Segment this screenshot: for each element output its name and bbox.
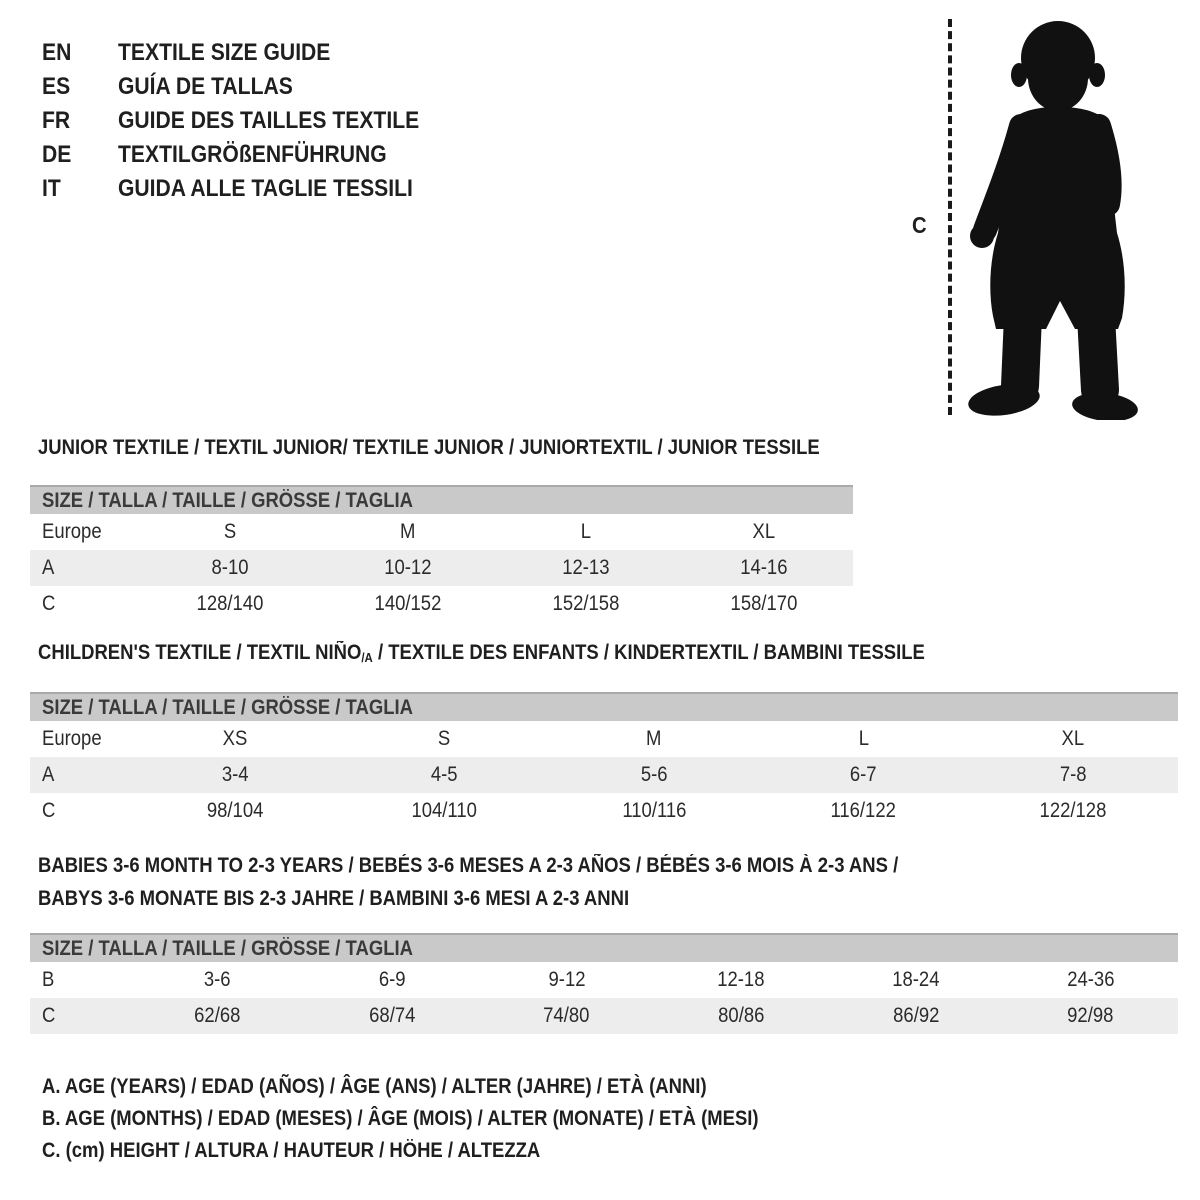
- size-value: 68/74: [368, 1004, 416, 1027]
- table-row: [30, 793, 1178, 829]
- row-label: B: [42, 968, 55, 991]
- language-code: IT: [42, 175, 61, 202]
- legend: [42, 1071, 856, 1167]
- size-value: L: [580, 520, 592, 543]
- table-row: [30, 721, 1178, 757]
- language-title: TEXTILGRÖßENFÜHRUNG: [118, 141, 387, 168]
- junior-size-table: [30, 485, 853, 622]
- size-header-label: SIZE / TALLA / TAILLE / GRÖSSE / TAGLIA: [42, 488, 413, 512]
- language-title-row: [42, 70, 460, 104]
- size-value: XS: [222, 727, 248, 750]
- language-code: EN: [42, 39, 72, 66]
- size-value: 62/68: [194, 1004, 241, 1027]
- table-row: [30, 550, 853, 586]
- table-row: [30, 998, 1178, 1034]
- table-row: [30, 514, 853, 550]
- size-value: 4-5: [431, 763, 458, 786]
- size-value: 7-8: [1059, 763, 1087, 786]
- size-value: S: [438, 727, 451, 750]
- size-header-label: SIZE / TALLA / TAILLE / GRÖSSE / TAGLIA: [42, 695, 413, 719]
- language-title-row: [42, 138, 460, 172]
- size-value: 5-6: [640, 763, 668, 786]
- size-value: XL: [752, 520, 776, 543]
- size-value: 3-4: [221, 763, 249, 786]
- legend-line: B. AGE (MONTHS) / EDAD (MESES) / ÂGE (MOIS) / ALTER (MONATE) / ETÀ (MESI): [42, 1107, 759, 1130]
- language-title: GUÍA DE TALLAS: [118, 73, 293, 100]
- size-value: 6-7: [850, 763, 877, 786]
- size-value: L: [858, 727, 869, 750]
- section-title-junior: JUNIOR TEXTILE / TEXTIL JUNIOR/ TEXTILE JUNIOR / JUNIORTEXTIL / JUNIOR TESSILE: [38, 436, 820, 459]
- size-value: 98/104: [206, 799, 264, 822]
- size-value: 116/122: [830, 799, 897, 822]
- language-code: FR: [42, 107, 71, 134]
- size-value: 14-16: [740, 556, 788, 579]
- size-value: M: [400, 520, 416, 543]
- language-title: TEXTILE SIZE GUIDE: [118, 39, 331, 66]
- size-value: M: [646, 727, 662, 750]
- size-value: 140/152: [374, 592, 442, 615]
- row-label: Europe: [42, 727, 102, 750]
- height-measure-label: C: [912, 212, 927, 238]
- size-value: 74/80: [543, 1004, 590, 1027]
- size-value: 8-10: [211, 556, 249, 579]
- table-row: [30, 586, 853, 622]
- language-code: ES: [42, 73, 71, 100]
- row-label: Europe: [42, 520, 102, 543]
- size-value: 10-12: [384, 556, 432, 579]
- size-value: 122/128: [1039, 799, 1107, 822]
- babies-size-table: [30, 933, 1178, 1034]
- language-title-row: [42, 36, 460, 70]
- size-value: 24-36: [1067, 968, 1115, 991]
- size-value: XL: [1061, 727, 1085, 750]
- size-value: 152/158: [552, 592, 620, 615]
- size-header-row: [30, 486, 853, 514]
- size-header-row: [30, 693, 1178, 721]
- size-value: 110/116: [621, 799, 687, 822]
- legend-line: C. (cm) HEIGHT / ALTURA / HAUTEUR / HÖHE / ALTEZZA: [42, 1139, 541, 1162]
- size-header-label: SIZE / TALLA / TAILLE / GRÖSSE / TAGLIA: [42, 936, 413, 960]
- row-label: A: [42, 556, 55, 579]
- size-value: 80/86: [718, 1004, 765, 1027]
- size-value: 12-18: [717, 968, 765, 991]
- row-label: C: [42, 799, 56, 822]
- size-value: 86/92: [892, 1004, 940, 1027]
- size-value: 9-12: [548, 968, 586, 991]
- height-measure-dashed-line: [948, 19, 952, 415]
- size-value: 104/110: [411, 799, 478, 822]
- size-value: 12-13: [562, 556, 610, 579]
- table-row: [30, 962, 1178, 998]
- size-header-row: [30, 934, 1178, 962]
- table-row: [30, 757, 1178, 793]
- language-code: DE: [42, 141, 72, 168]
- size-value: S: [223, 520, 237, 543]
- section-title-line: BABYS 3-6 MONATE BIS 2-3 JAHRE / BAMBINI 3-6 MESI A 2-3 ANNI: [38, 887, 630, 910]
- row-label: A: [42, 763, 55, 786]
- language-title-list: [42, 36, 460, 206]
- children-size-table: [30, 692, 1178, 829]
- size-value: 18-24: [892, 968, 940, 991]
- language-title-row: [42, 104, 460, 138]
- language-title-row: [42, 172, 460, 206]
- size-value: 158/170: [730, 592, 798, 615]
- section-title-babies: [38, 849, 1016, 915]
- legend-line: A. AGE (YEARS) / EDAD (AÑOS) / ÂGE (ANS) / ALTER (JAHRE) / ETÀ (ANNI): [42, 1075, 707, 1098]
- section-title-children: CHILDREN'S TEXTILE / TEXTIL NIÑO/A / TEXTILE DES ENFANTS / KINDERTEXTIL / BAMBINI TESSILE: [38, 641, 925, 665]
- toddler-silhouette-icon: [958, 18, 1140, 420]
- title-subscript: /A: [361, 650, 373, 665]
- language-title: GUIDE DES TAILLES TEXTILE: [118, 107, 420, 134]
- row-label: C: [42, 1004, 56, 1027]
- size-value: 6-9: [378, 968, 406, 991]
- size-value: 128/140: [196, 592, 264, 615]
- size-value: 3-6: [203, 968, 231, 991]
- size-value: 92/98: [1067, 1004, 1114, 1027]
- section-title-line: BABIES 3-6 MONTH TO 2-3 YEARS / BEBÉS 3-6 MESES A 2-3 AÑOS / BÉBÉS 3-6 MOIS À 2-3 ANS /: [38, 854, 899, 877]
- language-title: GUIDA ALLE TAGLIE TESSILI: [118, 175, 413, 202]
- row-label: C: [42, 592, 56, 615]
